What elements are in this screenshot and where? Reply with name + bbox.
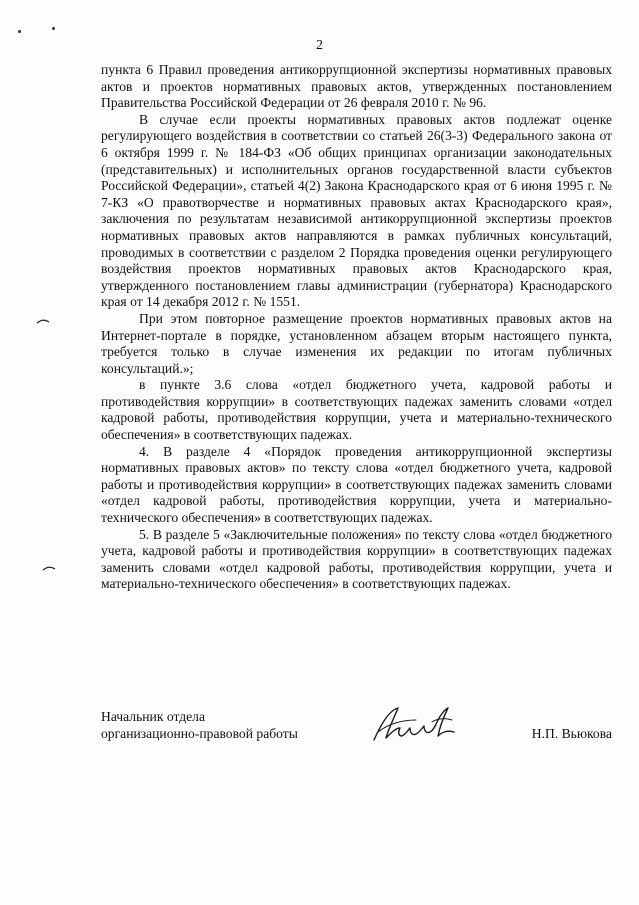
paragraph-2: В случае если проекты нормативных правовых актов подлежат оценке регулирующего воздействия в соответствии со статьей 26(3-3) Федерального закона от 6 октября 1999 г. № 184-ФЗ «Об общих принципах организации законодательных (представительных) и исполнительных органов государственной власти субъектов Российской Федерации», статьей 4(2) Закона Краснодарского края от 6 июня 1995 г. № 7-КЗ «О правотворчестве и нормативных правовых актах Краснодарского края», заключения по результатам независимой антикоррупционной экспертизы проектов нормативных правовых актов направляются в рамках публичных консультаций, проводимых в соответствии с разделом 2 Порядка проведения оценки регулирующего воздействия проектов нормативных правовых актов Краснодарского края, утвержденного постановлением главы администрации (губернатора) Краснодарского края от 14 декабря 2012 г. № 1551. bbox=[101, 111, 612, 310]
scan-dot bbox=[18, 30, 21, 33]
paragraph-1: пункта 6 Правил проведения антикоррупционной экспертизы нормативных правовых актов и проектов нормативных правовых актов, утвержденных постановлением Правительства Российской Федерации от 26 февраля 2010 г. № 96. bbox=[101, 62, 612, 111]
position-line-1: Начальник отдела bbox=[101, 709, 205, 724]
signatory-position bbox=[101, 708, 298, 742]
scan-dot bbox=[52, 27, 55, 30]
signatory-name: Н.П. Вьюкова bbox=[531, 726, 612, 741]
page-number: 2 bbox=[316, 38, 323, 53]
paragraph-5: 4. В разделе 4 «Порядок проведения антикоррупционной экспертизы нормативных правовых актов» по тексту слова «отдел бюджетного учета, кадровой работы и противодействия коррупции» в соответствующих падежах заменить словами «отдел кадровой работы, противодействия коррупции, учета и материально-технического обеспечения» в соответствующих падежах. bbox=[101, 443, 612, 526]
paragraph-6: 5. В разделе 5 «Заключительные положения» по тексту слова «отдел бюджетного учета, кадровой работы и противодействия коррупции» в соответствующих падежах заменить словами «отдел кадровой работы, противодействия коррупции, учета и материально-технического обеспечения» в соответствующих падежах. bbox=[101, 526, 612, 592]
signature-block bbox=[101, 708, 612, 752]
paragraph-4: в пункте 3.6 слова «отдел бюджетного учета, кадровой работы и противодействия коррупции» в соответствующих падежах заменить словами «отдел кадровой работы, противодействия коррупции, учета и материально-технического обеспечения» в соответствующих падежах. bbox=[101, 377, 612, 443]
position-line-2: организационно-правовой работы bbox=[101, 726, 298, 741]
margin-mark-icon bbox=[36, 318, 50, 324]
paragraph-3: При этом повторное размещение проектов нормативных правовых актов на Интернет-портале в порядке, установленном абзацем вторым настоящего пункта, требуется только в случае изменения их редакции по итогам публичных консультаций.»; bbox=[101, 310, 612, 376]
margin-mark-icon bbox=[42, 565, 56, 571]
handwritten-signature-icon bbox=[368, 702, 460, 748]
document-body bbox=[101, 62, 612, 593]
